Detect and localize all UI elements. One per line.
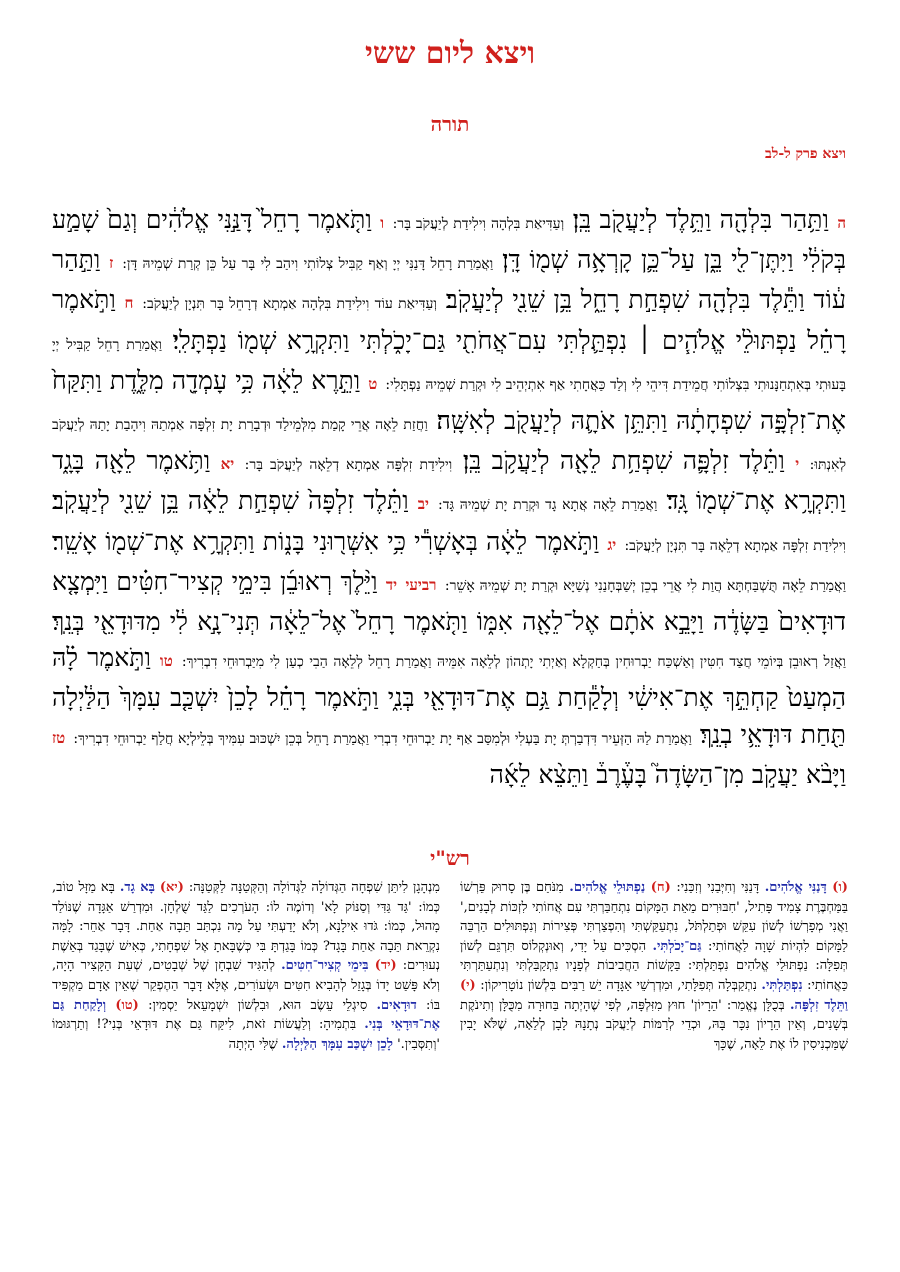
- onkelos-text: וַאֲזַל רְאוּבֵן בְּיוֹמֵי חֲצַד חִטִּין וְאַשְׁכַּח יַבְרוּחִין בְּחַקְלָא וְאַיְתִי יָתְהוֹן לְלֵאָה אִמֵּיהּ וַאֲמַרַת רָחֵל לְלֵאָה הַבִי כְעַן לִי מִיַּבְרוּחֵי דִבְרִיךְ:: [181, 654, 846, 671]
- rashi-commentary: [52, 878, 848, 1228]
- verse-number: יא: [220, 455, 235, 474]
- rashi-dibbur-hamatchil: בָּא גָד.: [119, 880, 155, 895]
- rashi-dibbur-hamatchil: וַתֵּלֶד זִלְפָּה.: [789, 997, 848, 1013]
- verse-number: טו: [159, 652, 173, 671]
- rashi-dibbur-hamatchil: לָכֵן יִשְׁכַּב עִמָּךְ הַלַּיְלָה.: [281, 1036, 393, 1052]
- onkelos-text: וַאֲמַרַת רָחֵל קַבִּיל יְיָ בָּעוּתִי בְּאִתְחַנָּנוּתִי בִּצְלוֹתִי חֲמֵידַת דִּיהֵי לִי וְלַד כַּאֲחָתִי אַף אִתְיְהֵיב לִי וּקְרַת שְׁמֵיהּ נַפְתָּלִי:: [52, 336, 847, 393]
- aliyah-marker: רביעי: [405, 575, 437, 594]
- onkelos-text: וַחֲזַת לֵאָה אֲרֵי קָמַת מִלְּמֵילַד וּדְבָרַת יָת זִלְפָּה אַמְתַהּ וִיהָבַת יָתַהּ לְיַעֲקֹב לְאִנְתּוּ:: [52, 417, 847, 474]
- verse-text: וַתֵּ֗לֶד זִלְפָּה֙ שִׁפְחַ֣ת לֵאָ֔ה בֵּ֥ן שֵׁנִ֖י לְיַעֲקֹֽב׃: [52, 486, 409, 516]
- rashi-column-right: [460, 878, 848, 1228]
- verse-number: יב: [417, 495, 429, 514]
- onkelos-text: וְעַדִּיאַת בִּלְהָה וִילִידַת לְיַעֲקֹב בָּר:: [392, 216, 565, 232]
- verse-text: וַתֹּ֣אמֶר רָחֵ֗ל נַפְתּוּלֵ֨י אֱלֹהִ֧ים ׀ נִפְתַּ֛לְתִּי עִם־אֲחֹתִ֖י גַּם־יָכֹ֑לְתִּי וַתִּקְרָ֥א שְׁמ֖וֹ נַפְתָּלִֽי׃: [52, 285, 846, 355]
- verse-text: וַיָּבֹ֨א יַעֲקֹ֣ב מִן־הַשָּׂדֶה֮ בָּעֶ֒רֶב֒ וַתֵּצֵ֨א לֵאָ֜ה: [489, 759, 846, 789]
- rashi-verse-number: (יד): [374, 958, 397, 974]
- onkelos-text: וַאֲמַרַת לֵאָה תֻּשְׁבַּחְתָּא הֲוַת לִי אֲרֵי בְכֵן יְשַׁבְּחָנַנִי נְשַׁיָּא וּקְרַת יָת שְׁמֵיהּ אָשֵׁר:: [444, 577, 846, 594]
- rashi-comment-text: נִתְקַבְּלָה תְּפִלָּתִי, וּמִדְרְשֵׁי אַגָּדָה יֵשׁ רַבִּים בִּלְשׁוֹן נוֹטָרִיקוֹן:: [480, 977, 757, 993]
- onkelos-text: וְעַדִּיאַת עוֹד וִילִידַת בִּלְהָה אַמְתָא דְרָחֵל בָּר תִּנְיָן לְיַעֲקֹב:: [142, 296, 437, 313]
- rashi-comment-text: דָּנַנִּי וְחִיְּבַנִי וְזִכַּנִי:: [676, 880, 760, 895]
- rashi-comment-text: בְּכֻלָּן נֶאֱמַר: 'הֵרָיוֹן' חוּץ מִזִּלְפָּה, לְפִי שֶׁהָיְתָה בַּחוּרָה מִכֻּלָּן וְתִינֹקֶת בְּשָׁנִים, וְאֵין הֵרָיוֹן נִכָּר בָּהּ, וּכְדֵי לְרַמּוֹת לְיַעֲקֹב נְתָנָהּ לָבָן לְלֵאָה, שֶׁלֹּא יָבִין שֶׁמַּכְנִיסִין לוֹ אֶת לֵאָה, שֶׁכָּךְ: [460, 997, 848, 1052]
- verse-number: ט: [368, 374, 378, 393]
- rashi-dibbur-hamatchil: דָּנַנִּי אֱלֹהִים.: [764, 880, 827, 895]
- rashi-comment-text: הִסְכִּים עַל יָדִי, וְאוּנְקְלוֹס תִּרְגֵּם לְשׁוֹן תְּפִלָּה: נַפְתּוּלֵי אֱלֹהִים נִפְתַּלְתִּי: בַּקָּשׁוֹת הַחֲבִיבוֹת לְפָנָיו נִתְקַבַּלְתִּי וְנִתְעַתַּרְתִּי כַּאֲחוֹתִי:: [460, 938, 848, 993]
- verse-text: וַתַּ֥הַר בִּלְהָ֖ה וַתֵּ֥לֶד לְיַעֲקֹ֖ב בֵּֽן׃: [572, 205, 829, 234]
- section-title: תורה: [430, 112, 470, 136]
- verse-number: ח: [124, 294, 134, 313]
- onkelos-text: וַאֲמַרַת לַהּ הַזְּעֵיר דִּדְבַרְתְּ יָת בַּעְלִי וּלְמִסַּב אַף יָת יַבְרוּחֵי דִבְרִי וַאֲמַרַת רָחֵל בְּכֵן יִשְׁכּוּב עִמִּיךְ בְּלֵילְיָא חֲלַף יַבְרוּחֵי דִבְרִיךְ:: [73, 730, 692, 747]
- rashi-verse-number: (ו): [832, 880, 848, 895]
- verse-text: וַתֹּ֤אמֶר רָחֵל֙ דָּנַּ֣נִּי אֱלֹהִ֔ים וְגַם֙ שָׁמַ֣ע בְּקֹלִ֔י וַיִּתֶּן־לִ֖י בֵּ֑ן עַל־כֵּ֛ן קָרְאָ֥ה שְׁמ֖וֹ דָּֽן׃: [52, 205, 846, 275]
- onkelos-text: וַאֲמַרַת רָחֵל דָּנַנִּי יְיָ וְאַף קַבִּיל צְלוֹתִי וִיהַב לִי בָּר עַל כֵּן קְרַת שְׁמֵיהּ דָּן:: [122, 256, 494, 273]
- rashi-dibbur-hamatchil: וְלָקַחַת גַּם אֶת־דּוּדָאֵי בְּנִי.: [52, 997, 440, 1033]
- verse-number: י: [795, 455, 800, 474]
- verse-number: יג: [607, 535, 617, 554]
- verse-text: וַתֵּ֗לֶד זִלְפָּ֛ה שִׁפְחַ֥ת לֵאָ֖ה לְיַעֲקֹ֥ב בֵּֽן׃: [462, 446, 785, 476]
- rashi-verse-number: (טו): [115, 997, 139, 1013]
- rashi-verse-number: (ח): [650, 880, 671, 895]
- page-title: ויצא ליום ששי: [364, 36, 536, 71]
- verse-text: וַתֹּ֣אמֶר לֵאָ֔ה בְּאָשְׁרִ֕י כִּ֥י אִשְּׁר֖וּנִי בָּנ֑וֹת וַתִּקְרָ֥א אֶת־שְׁמ֖וֹ אָשֵֽׁר׃: [52, 526, 600, 556]
- chapter-reference: ויצא פרק ל-לב: [765, 146, 846, 162]
- rashi-title: רש"י: [430, 846, 470, 870]
- rashi-comment-text: מִנֹּחַם בֶּן סָרוּק פֵּרְשׁוֹ בַּמַּחְבֶּרֶת צָמִיד פָּתִיל, 'חִבּוּרִים מֵאֵת הַמָּקוֹם נִתְחַבַּרְתִּי עִם אֲחוֹתִי לִזְכּוֹת לְבָנִים,' וַאֲנִי מְפָרְשׁוֹ לְשׁוֹן עִקֵּשׁ וּפְתַלְתֹּל, נִתְעַקַּשְׁתִּי וְהִפְצַרְתִּי פְּצִירוֹת וְנִפְתּוּלִים הַרְבֵּה לַמָּקוֹם לִהְיוֹת שָׁוָה לַאֲחוֹתִי:: [460, 880, 848, 954]
- verse-number: ה: [837, 214, 847, 232]
- rashi-comment-text: לְהַגִּיד שִׁבְחָן שֶׁל שְׁבָטִים, שְׁעַת הַקָּצִיר הָיָה, וְלֹא פָּשַׁט יָדוֹ בְּגָזֵל לְהָבִיא חִטִּים וּשְׂעוֹרִים, אֶלָּא דָּבָר הַהֶפְקֵר שֶׁאֵין אָדָם מַקְפִּיד בּוֹ:: [52, 958, 440, 1013]
- rashi-dibbur-hamatchil: נִפְתַּלְתִּי.: [761, 977, 803, 993]
- verse-text: וַתֹּ֥אמֶר לֵאָ֖ה בָּגָ֑ד וַתִּקְרָ֥א אֶת־שְׁמ֖וֹ גָּֽד׃: [52, 446, 846, 516]
- rashi-verse-number: (י): [460, 977, 476, 993]
- verse-number: טז: [52, 728, 66, 747]
- rashi-comment-text: סִיגְלֵי עֵשֶׂב הוּא, וּבִלְשׁוֹן יִשְׁמָעֵאל יַסְמִין:: [148, 997, 368, 1013]
- onkelos-text: וַאֲמַרַת לֵאָה אֲתָא גָד וּקְרַת יָת שְׁמֵיהּ גָּד:: [438, 497, 658, 514]
- rashi-comment-text: שֶׁלִּי הָיְתָה: [228, 1036, 278, 1052]
- verse-text: וַתֹּ֣אמֶר לָ֗הּ הַמְעַט֙ קַחְתֵּ֣ךְ אֶת־אִישִׁ֔י וְלָקַ֕חַת גַּ֥ם אֶת־דּוּדָאֵ֖י בְּנִ֑י וַתֹּ֣אמֶר רָחֵ֗ל לָכֵן֙ יִשְׁכַּ֤ב עִמָּךְ֙ הַלַּ֔יְלָה תַּ֖חַת דּוּדָאֵ֥י בְנֵֽךְ׃: [52, 643, 846, 749]
- verse-number: יד: [385, 575, 398, 594]
- rashi-dibbur-hamatchil: נַפְתּוּלֵי אֱלֹהִים.: [569, 880, 646, 895]
- verse-text: וַתֵּ֣רֶא לֵאָ֔ה כִּ֥י עָמְדָ֖ה מִלֶּ֑דֶת וַתִּקַּח֙ אֶת־זִלְפָּ֣ה שִׁפְחָתָ֔הּ וַתִּתֵּ֥ן אֹתָ֛הּ לְיַעֲקֹ֖ב לְאִשָּֽׁה׃: [52, 365, 846, 436]
- rashi-comment-text: בִּתְמִיהָ: וְלַעֲשׂוֹת זֹאת, לִיקַּח גַּם אֶת דּוּדָאֵי בְּנִי?! וְתַרְגּוּמוֹ 'וְתִסְּבִין.': [52, 1017, 440, 1052]
- rashi-column-left: [52, 878, 440, 1228]
- onkelos-text: וִילִידַת זִלְפָּה אַמְתָא דְלֵאָה בָּר תִּנְיָן לְיַעֲקֹב:: [624, 537, 846, 554]
- rashi-dibbur-hamatchil: דוּדָאִים.: [376, 997, 417, 1013]
- verse-text: וַיֵּ֨לֶךְ רְאוּבֵ֜ן בִּימֵ֣י קְצִיר־חִטִּ֗ים וַיִּמְצָ֤א דוּדָאִים֙ בַּשָּׂדֶ֔ה וַיָּבֵ֣א אֹתָ֔ם אֶל־לֵאָ֖ה אִמּ֑וֹ וַתֹּ֤אמֶר רָחֵל֙ אֶל־לֵאָ֔ה תְּנִי־נָ֣א לִ֔י מִדּוּדָאֵ֖י בְּנֵֽךְ׃: [52, 566, 846, 637]
- verse-number: ז: [109, 254, 114, 273]
- rashi-comment-text: בָּא מַזָּל טוֹב, כְּמוֹ: 'גַּד גַּדִּי וְסַנּוֹק לָא' וְדוֹמֶה לוֹ: הָעֹרְכִים לַגַּד שֻׁלְחָן. וּמִדְרַשׁ אַגָּדָה שֶׁנּוֹלַד מָהוּל, כְּמוֹ: גֹּדוּ אִילָנָא, וְלֹא יָדַעְתִּי עַל מָה נִכְתַּב תֵּבָה אַחַת. דָּבָר אַחֵר: לָמָּה נִקְרֵאת תֵּבָה אַחַת בָּגָד? כְּמוֹ בָּגַדְתָּ בִּי כְּשֶׁבָּאתָ אֶל שִׁפְחָתִי, כְּאִישׁ שֶׁבָּגַד בְּאֵשֶׁת נְעוּרִים:: [52, 880, 440, 974]
- rashi-dibbur-hamatchil: בִּימֵי קְצִיר־חִטִּים.: [281, 958, 369, 974]
- rashi-verse-number: (יא): [159, 880, 184, 895]
- rashi-comment-text: מִנְהָגָן לִיתֵּן שִׁפְחָה הַגְּדוֹלָה לַגְּדוֹלָה וְהַקְּטַנָּה לַקְּטַנָּה:: [188, 880, 441, 895]
- torah-text-block: [52, 202, 846, 793]
- rashi-dibbur-hamatchil: גַּם־יָכֹלְתִּי.: [652, 938, 702, 954]
- verse-text: וַתַּ֣הַר ע֔וֹד וַתֵּ֕לֶד בִּלְהָ֖ה שִׁפְחַ֣ת רָחֵ֑ל בֵּ֥ן שֵׁנִ֖י לְיַעֲקֹֽב׃: [52, 245, 846, 315]
- verse-number: ו: [380, 214, 385, 232]
- onkelos-text: וִילִידַת זִלְפָּה אַמְתָא דְלֵאָה לְיַעֲקֹב בָּר:: [244, 457, 453, 474]
